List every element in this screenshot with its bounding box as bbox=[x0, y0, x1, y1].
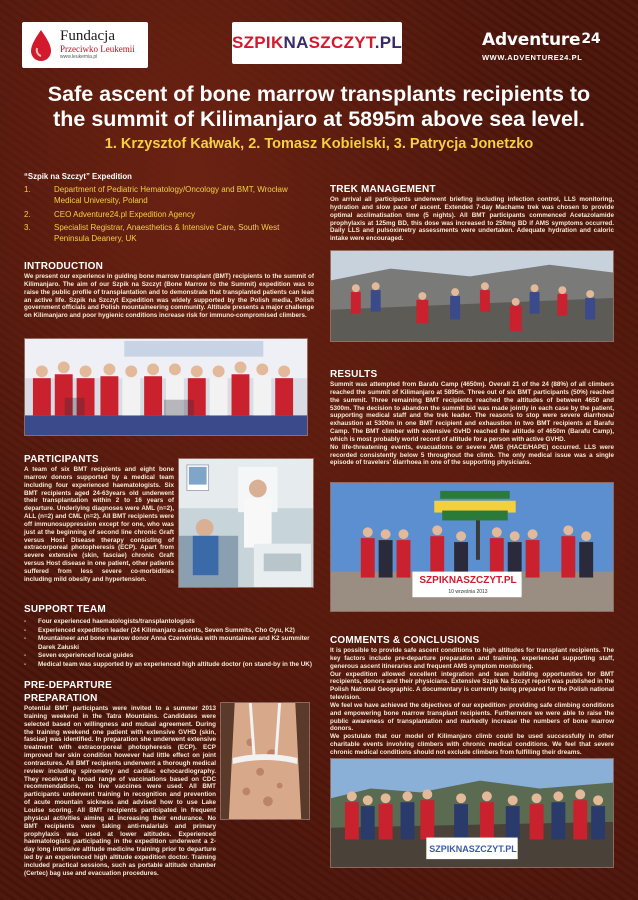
list-item: - Experienced expedition leader (24 Kilimanjaro ascents, Seven Summits, Cho Oyu, K2) bbox=[24, 626, 295, 634]
trek-management-text: On arrival all participants underwent briefing including infection control, LLS monitoring, hydration and slow pace of ascent. Extended 7-day Machame trek was chosen to provide optimal acclimatisation time (5 nights). All BMT participants commenced Acetazolamide prophylaxis at 125mg BD, this dose was increased to 250mg BD if AMS symptoms occurred. Daily LLS and pulsoximetry assessments were undertaken. Adequate hydration and caloric intake were encouraged. bbox=[330, 196, 614, 243]
affiliation-number: 1. bbox=[24, 185, 31, 194]
final-banner-text: SZPIKNASZCZYT.PL bbox=[429, 844, 517, 854]
comments-text-4: We postulate that our model of Kilimanjaro climb could be used successfully in other charitable events involving climbers with chronic medical conditions. We feel that severe chronic medical conditions should not exclude climbers from fulfilling their dreams. bbox=[330, 733, 614, 756]
list-item-text: Four experienced haematologists/transplantologists bbox=[38, 618, 195, 625]
affiliation-1 bbox=[24, 184, 314, 206]
support-team-heading: SUPPORT TEAM bbox=[24, 604, 106, 615]
szpik-part4: .PL bbox=[374, 33, 403, 52]
affiliation-text: CEO Adventure24.pl Expedition Agency bbox=[54, 210, 195, 219]
results-text bbox=[330, 381, 614, 467]
participants-text: A team of six BMT recipients and eight bone marrow donors supported by a medical team including four experienced haematologists. Six BMT recipients aged 24-63years old underwent their transplantation within 2 to 16 years of departure. Underlying diagnoses were AML (n=2), ALL (n=2) and CML (n=2). All BMT recipients were off immunosuppression except for one, who was just at the beginning of second line chronic Graft versus Host Disease therapy consisting of extracorporeal photopheresis (ECP). Apart from severe extensive (skin, fasciae) chronic Graft versus Host disease in one patient, other patients suffered from less severe co-morbidities including mild obesity and hypertension. bbox=[24, 466, 174, 583]
skin-gvhd-photo bbox=[220, 702, 310, 820]
pre-departure-text: Potential BMT participants were invited to a summer 2013 training weekend in the Tatra Mountains. Candidates were selected based on willingness and mutual agreement. During the training weekend one patient with extensive GVHD (skin, fasciae) was identified. In preparation she underwent extensive treatment with extracorporeal photopheresis (ECP). ECP improved her skin condition however had little effect on joint contractures. All BMT recipients underwent a thorough medical review including spirometry and cardiac echocardiography. They received a broad range of vaccinations based on CDC recommendations, no live vaccines were used. All BMT participants underwent training in recognition and prevention of acute mountain sickness and advised how to use Lake Louise scoring. All BMT recipients participated in frequent physical activities aiming at increasing their endurance. No BMT recipients were taking anti-malarials and primary prophylaxis was used at lower altitudes. Experienced haematologists participating in the expedition underwent a 2-day long intensive altitude medicine training prior to departure led by an experienced high altitude expedition doctor. Training included practical sessions, such as portable altitude chamber (Certec) bag use and evacuation procedures. bbox=[24, 705, 216, 877]
poster-title bbox=[10, 82, 628, 132]
list-item: - Four experienced haematologists/transplantologists bbox=[24, 618, 195, 625]
list-item-text: Medical team was supported by an experienced high altitude doctor (on stand-by in the UK) bbox=[38, 660, 312, 668]
affiliation-3 bbox=[24, 222, 314, 244]
list-item-text: Seven experienced local guides bbox=[38, 652, 134, 660]
affiliation-text: Specialist Registrar, Anaesthetics & Intensive Care, South West Peninsula Deanery, UK bbox=[54, 223, 280, 243]
introduction-text: We present our experience in guiding bone marrow transplant (BMT) recipients to the summit of Kilimanjaro. The aim of our Szpik na Szczyt (Bone Marrow to the Summit) expedition was to raise the public profile of transplantation and to demonstrate that transplanted patients can lead an active life. Szpik na Szczyt Expedition was widely supported by the Polish media, Polish government officials and Polish mountaineering community. Altitude presents a major challenge on Kilimanjaro and poor hygienic conditions increase risk for immuno-compromised climbers. bbox=[24, 273, 314, 320]
summit-photo bbox=[330, 482, 614, 612]
affiliation-number: 2. bbox=[24, 210, 31, 219]
affiliation-text: Department of Pediatric Hematology/Oncology and BMT, Wrocław Medical University, Poland bbox=[54, 185, 288, 205]
fundacja-name: Fundacja bbox=[60, 28, 115, 44]
summit-banner-date: 10 września 2013 bbox=[448, 589, 488, 595]
szpik-part3: SZCZYT bbox=[308, 33, 375, 52]
support-team-list bbox=[24, 618, 314, 670]
results-heading: RESULTS bbox=[330, 369, 378, 380]
trek-photo bbox=[330, 250, 614, 342]
pre-departure-heading bbox=[24, 679, 112, 705]
list-item: - Seven experienced local guides bbox=[24, 652, 134, 660]
participants-heading: PARTICIPANTS bbox=[24, 454, 99, 465]
adventure-name: Adventure bbox=[482, 30, 581, 50]
szpik-na-szczyt-logo bbox=[232, 22, 402, 64]
medical-photo bbox=[178, 458, 314, 588]
results-text-2: No life-threatening events, evacuations or severe AMS (HACE/HAPE) occurred. LLS were recorded consistently below 5 throughout the climb. The only medical issue was a single episode of travelers' diarrhoea in one of the supporting physicians. bbox=[330, 443, 614, 467]
comments-heading: COMMENTS & CONCLUSIONS bbox=[330, 635, 480, 646]
title-line-2: the summit of Kilimanjaro at 5895m above sea level. bbox=[53, 107, 585, 131]
blood-drop-icon bbox=[28, 28, 54, 62]
list-item-text: Experienced expedition leader (24 Kilimanjaro ascents, Seven Summits, Cho Oyu, K2) bbox=[38, 626, 295, 634]
final-group-photo bbox=[330, 758, 614, 868]
szpik-part2: NA bbox=[283, 33, 309, 52]
results-text-1: Summit was attempted from Barafu Camp (4650m). Overall 21 of the 24 (88%) of all climbers reached the summit of Kilimanjaro at 5895m. Three out of six BMT participants (50%) reached the summit. Three remaining BMT recipients reached the altitudes of between 4650 and 5300m. The decision to abandon the summit bid was made jointly in each case by the patient, supporting medical staff and the trek leader. The reasons to stop were severe diarrhoea/ exhaustion at 5300m in one BMT recipient and exhaustion in two BMT recipients at Barafu Camp. The BMT climber with extensive GvHD reached the altitude of 4650m (Barafu Camp), which is most probably world record of altitude for a person with active GVHD. bbox=[330, 381, 614, 443]
adventure24-logo bbox=[482, 30, 622, 70]
comments-text bbox=[330, 647, 614, 757]
pre-departure-heading-line2: PREPARATION bbox=[24, 693, 98, 704]
expedition-title: “Szpik na Szczyt” Expedition bbox=[24, 172, 132, 181]
summit-banner-text: SZPIKNASZCZYT.PL bbox=[419, 575, 517, 586]
fundacja-url: www.leukemia.pl bbox=[60, 54, 98, 60]
group-photo bbox=[24, 338, 308, 436]
pre-departure-text-part1 bbox=[24, 705, 216, 878]
title-line-1: Safe ascent of bone marrow transplants recipients to bbox=[47, 82, 591, 106]
comments-text-1: It is possible to provide safe ascent conditions to high altitudes for transplant recipients. The key factors include pre-departure preparation and training, experienced supporting staff, generous ascent itineraries and frequent AMS symptom monitoring. bbox=[330, 647, 614, 670]
list-item: - Mountaineer and bone marrow donor Anna Czerwińska with mountaineer and K2 summiter Darek Załuski bbox=[24, 635, 314, 652]
comments-text-3: We feel we have achieved the objectives of our expedition- providing safe climbing conditions and empowering bone marrow transplant recipients. Furthermore we were able to raise the public awareness of transplantation and markedly increase the numbers of bone marrow donors. bbox=[330, 701, 614, 733]
list-item: - Medical team was supported by an experienced high altitude doctor (on stand-by in the UK) bbox=[24, 660, 312, 668]
authors: 1. Krzysztof Kałwak, 2. Tomasz Kobielski, 3. Patrycja Jonetzko bbox=[104, 136, 534, 152]
adventure-url: WWW.ADVENTURE24.PL bbox=[482, 53, 583, 62]
pre-departure-heading-line1: PRE-DEPARTURE bbox=[24, 680, 112, 691]
trek-management-heading: TREK MANAGEMENT bbox=[330, 184, 436, 195]
szpik-part1: SZPIK bbox=[231, 33, 284, 52]
fundacja-logo bbox=[22, 22, 148, 68]
affiliation-number: 3. bbox=[24, 223, 31, 232]
introduction-heading: INTRODUCTION bbox=[24, 261, 104, 272]
fundacja-subtitle: Przeciwko Leukemii bbox=[60, 44, 135, 54]
list-item-text: Mountaineer and bone marrow donor Anna Czerwińska with mountaineer and K2 summiter Darek Załuski bbox=[38, 635, 310, 651]
comments-text-2: Our expedition allowed excellent integration and team building opportunities for BMT recipients, donors and their physicians. Extensive Szpik Na Szczyt report was published in the Polish National Geographic. A documentary is currently being prepared for the Polish national television. bbox=[330, 670, 614, 702]
adventure-number: 24 bbox=[581, 31, 601, 47]
affiliation-2 bbox=[24, 209, 314, 220]
